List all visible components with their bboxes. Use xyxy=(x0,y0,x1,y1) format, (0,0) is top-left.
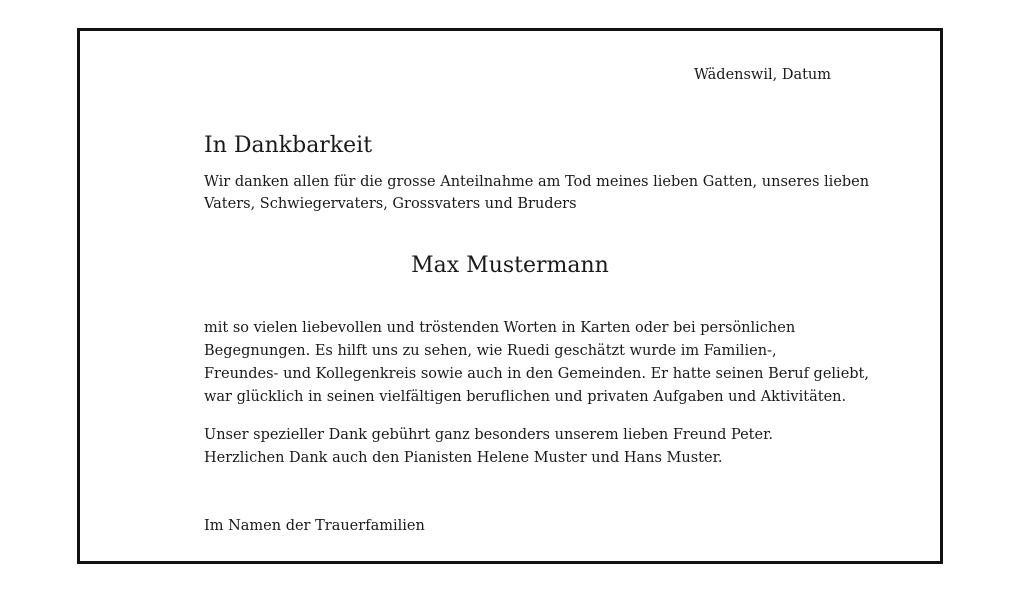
card-heading: In Dankbarkeit xyxy=(204,133,373,158)
body-line: Unser spezieller Dank gebührt ganz besonders unserem lieben Freund Peter. xyxy=(204,427,774,443)
place-date: Wädenswil, Datum xyxy=(694,67,832,83)
body-line: war glücklich in seinen vielfältigen beruflichen und privaten Aufgaben und Aktivitäten. xyxy=(204,389,847,405)
body-line: Freundes- und Kollegenkreis sowie auch in den Gemeinden. Er hatte seinen Beruf geliebt, xyxy=(204,366,869,382)
body-paragraph-2 xyxy=(204,424,773,470)
intro-line: Vaters, Schwiegervaters, Grossvaters und Bruders xyxy=(204,196,577,212)
body-paragraph-1 xyxy=(204,317,869,409)
deceased-name: Max Mustermann xyxy=(411,253,609,278)
body-line: Begegnungen. Es hilft uns zu sehen, wie Ruedi geschätzt wurde im Familien-, xyxy=(204,343,777,359)
intro-line: Wir danken allen für die grosse Anteilnahme am Tod meines lieben Gatten, unseres lieben xyxy=(204,174,870,190)
signature-line: Im Namen der Trauerfamilien xyxy=(204,518,425,534)
intro-paragraph xyxy=(204,171,870,215)
body-line: mit so vielen liebevollen und tröstenden Worten in Karten oder bei persönlichen xyxy=(204,320,796,336)
body-line: Herzlichen Dank auch den Pianisten Helene Muster und Hans Muster. xyxy=(204,450,723,466)
thank-you-card xyxy=(77,28,943,564)
